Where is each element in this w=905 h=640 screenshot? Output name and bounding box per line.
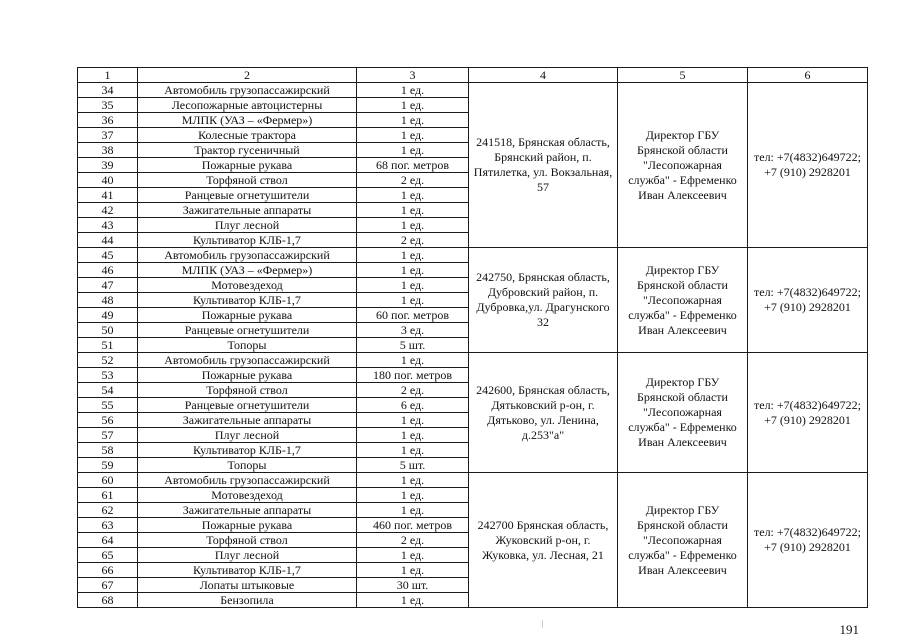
row-number: 49 <box>78 308 138 323</box>
row-number: 60 <box>78 473 138 488</box>
equipment-quantity: 60 пог. метров <box>357 308 469 323</box>
equipment-name: Торфяной ствол <box>138 383 357 398</box>
row-number: 58 <box>78 443 138 458</box>
row-number: 52 <box>78 353 138 368</box>
column-header: 4 <box>469 68 618 83</box>
equipment-name: Автомобиль грузопассажирский <box>138 83 357 98</box>
row-number: 50 <box>78 323 138 338</box>
row-number: 36 <box>78 113 138 128</box>
table-row <box>78 83 868 98</box>
equipment-name: Пожарные рукава <box>138 308 357 323</box>
equipment-quantity: 68 пог. метров <box>357 158 469 173</box>
equipment-quantity: 1 ед. <box>357 248 469 263</box>
equipment-name: Плуг лесной <box>138 218 357 233</box>
equipment-name: Автомобиль грузопассажирский <box>138 473 357 488</box>
page-number: 191 <box>839 622 859 637</box>
equipment-name: Пожарные рукава <box>138 518 357 533</box>
equipment-quantity: 1 ед. <box>357 188 469 203</box>
responsible-contact: Директор ГБУ Брянской области "Лесопожарная служба" - Ефременко Иван Алексеевич <box>618 248 748 353</box>
column-header: 1 <box>78 68 138 83</box>
scan-mark <box>542 620 543 628</box>
row-number: 48 <box>78 293 138 308</box>
equipment-name: Ранцевые огнетушители <box>138 188 357 203</box>
row-number: 61 <box>78 488 138 503</box>
equipment-name: Трактор гусеничный <box>138 143 357 158</box>
equipment-quantity: 1 ед. <box>357 443 469 458</box>
row-number: 59 <box>78 458 138 473</box>
equipment-table <box>77 67 868 608</box>
equipment-name: Бензопила <box>138 593 357 608</box>
equipment-quantity: 1 ед. <box>357 548 469 563</box>
equipment-name: МЛПК (УАЗ – «Фермер») <box>138 113 357 128</box>
equipment-quantity: 180 пог. метров <box>357 368 469 383</box>
row-number: 57 <box>78 428 138 443</box>
contact-phone: тел: +7(4832)649722; +7 (910) 2928201 <box>748 248 868 353</box>
row-number: 62 <box>78 503 138 518</box>
equipment-name: Культиватор КЛБ-1,7 <box>138 443 357 458</box>
row-number: 47 <box>78 278 138 293</box>
row-number: 64 <box>78 533 138 548</box>
equipment-quantity: 30 шт. <box>357 578 469 593</box>
equipment-quantity: 1 ед. <box>357 473 469 488</box>
contact-phone: тел: +7(4832)649722; +7 (910) 2928201 <box>748 473 868 608</box>
row-number: 65 <box>78 548 138 563</box>
equipment-quantity: 1 ед. <box>357 98 469 113</box>
row-number: 38 <box>78 143 138 158</box>
equipment-name: Лесопожарные автоцистерны <box>138 98 357 113</box>
row-number: 34 <box>78 83 138 98</box>
location-address: 241518, Брянская область, Брянский район, п. Пятилетка, ул. Вокзальная, 57 <box>469 83 618 248</box>
equipment-quantity: 1 ед. <box>357 128 469 143</box>
equipment-name: Мотовездеход <box>138 488 357 503</box>
location-address: 242700 Брянская область, Жуковский р-он, г. Жуковка, ул. Лесная, 21 <box>469 473 618 608</box>
equipment-quantity: 1 ед. <box>357 293 469 308</box>
equipment-quantity: 2 ед. <box>357 533 469 548</box>
row-number: 35 <box>78 98 138 113</box>
equipment-quantity: 1 ед. <box>357 593 469 608</box>
row-number: 68 <box>78 593 138 608</box>
contact-phone: тел: +7(4832)649722; +7 (910) 2928201 <box>748 83 868 248</box>
location-address: 242750, Брянская область, Дубровский район, п. Дубровка,ул. Драгунского 32 <box>469 248 618 353</box>
responsible-contact: Директор ГБУ Брянской области "Лесопожарная служба" - Ефременко Иван Алексеевич <box>618 473 748 608</box>
row-number: 53 <box>78 368 138 383</box>
header-row <box>78 68 868 83</box>
equipment-name: Колесные трактора <box>138 128 357 143</box>
responsible-contact: Директор ГБУ Брянской области "Лесопожарная служба" - Ефременко Иван Алексеевич <box>618 353 748 473</box>
equipment-name: Автомобиль грузопассажирский <box>138 248 357 263</box>
equipment-quantity: 1 ед. <box>357 218 469 233</box>
row-number: 63 <box>78 518 138 533</box>
row-number: 44 <box>78 233 138 248</box>
equipment-name: Культиватор КЛБ-1,7 <box>138 293 357 308</box>
row-number: 37 <box>78 128 138 143</box>
row-number: 41 <box>78 188 138 203</box>
equipment-name: Ранцевые огнетушители <box>138 398 357 413</box>
equipment-quantity: 1 ед. <box>357 563 469 578</box>
row-number: 42 <box>78 203 138 218</box>
equipment-name: Пожарные рукава <box>138 158 357 173</box>
table-row <box>78 473 868 488</box>
equipment-quantity: 1 ед. <box>357 503 469 518</box>
row-number: 46 <box>78 263 138 278</box>
equipment-quantity: 1 ед. <box>357 488 469 503</box>
equipment-quantity: 1 ед. <box>357 143 469 158</box>
equipment-quantity: 1 ед. <box>357 413 469 428</box>
location-address: 242600, Брянская область, Дятьковский р-он, г. Дятьково, ул. Ленина, д.253"а" <box>469 353 618 473</box>
equipment-quantity: 1 ед. <box>357 278 469 293</box>
equipment-name: Плуг лесной <box>138 548 357 563</box>
equipment-name: Мотовездеход <box>138 278 357 293</box>
row-number: 51 <box>78 338 138 353</box>
responsible-contact: Директор ГБУ Брянской области "Лесопожарная служба" - Ефременко Иван Алексеевич <box>618 83 748 248</box>
equipment-quantity: 3 ед. <box>357 323 469 338</box>
row-number: 40 <box>78 173 138 188</box>
equipment-quantity: 2 ед. <box>357 233 469 248</box>
contact-phone: тел: +7(4832)649722; +7 (910) 2928201 <box>748 353 868 473</box>
equipment-quantity: 6 ед. <box>357 398 469 413</box>
equipment-quantity: 2 ед. <box>357 383 469 398</box>
equipment-name: Торфяной ствол <box>138 533 357 548</box>
equipment-name: Торфяной ствол <box>138 173 357 188</box>
equipment-name: Топоры <box>138 338 357 353</box>
column-header: 3 <box>357 68 469 83</box>
equipment-name: Зажигательные аппараты <box>138 413 357 428</box>
table-row <box>78 248 868 263</box>
equipment-quantity: 2 ед. <box>357 173 469 188</box>
equipment-name: Ранцевые огнетушители <box>138 323 357 338</box>
equipment-quantity: 1 ед. <box>357 263 469 278</box>
equipment-name: Культиватор КЛБ-1,7 <box>138 563 357 578</box>
equipment-name: Плуг лесной <box>138 428 357 443</box>
row-number: 67 <box>78 578 138 593</box>
equipment-name: Пожарные рукава <box>138 368 357 383</box>
equipment-name: Зажигательные аппараты <box>138 503 357 518</box>
row-number: 39 <box>78 158 138 173</box>
equipment-name: Топоры <box>138 458 357 473</box>
column-header: 5 <box>618 68 748 83</box>
equipment-name: Культиватор КЛБ-1,7 <box>138 233 357 248</box>
equipment-quantity: 1 ед. <box>357 113 469 128</box>
equipment-quantity: 1 ед. <box>357 353 469 368</box>
row-number: 45 <box>78 248 138 263</box>
equipment-name: Автомобиль грузопассажирский <box>138 353 357 368</box>
equipment-name: Лопаты штыковые <box>138 578 357 593</box>
row-number: 54 <box>78 383 138 398</box>
equipment-quantity: 460 пог. метров <box>357 518 469 533</box>
equipment-name: МЛПК (УАЗ – «Фермер») <box>138 263 357 278</box>
equipment-quantity: 5 шт. <box>357 338 469 353</box>
equipment-name: Зажигательные аппараты <box>138 203 357 218</box>
row-number: 56 <box>78 413 138 428</box>
row-number: 66 <box>78 563 138 578</box>
column-header: 2 <box>138 68 357 83</box>
row-number: 43 <box>78 218 138 233</box>
equipment-quantity: 1 ед. <box>357 83 469 98</box>
column-header: 6 <box>748 68 868 83</box>
equipment-quantity: 1 ед. <box>357 203 469 218</box>
row-number: 55 <box>78 398 138 413</box>
equipment-quantity: 5 шт. <box>357 458 469 473</box>
table-row <box>78 353 868 368</box>
equipment-quantity: 1 ед. <box>357 428 469 443</box>
